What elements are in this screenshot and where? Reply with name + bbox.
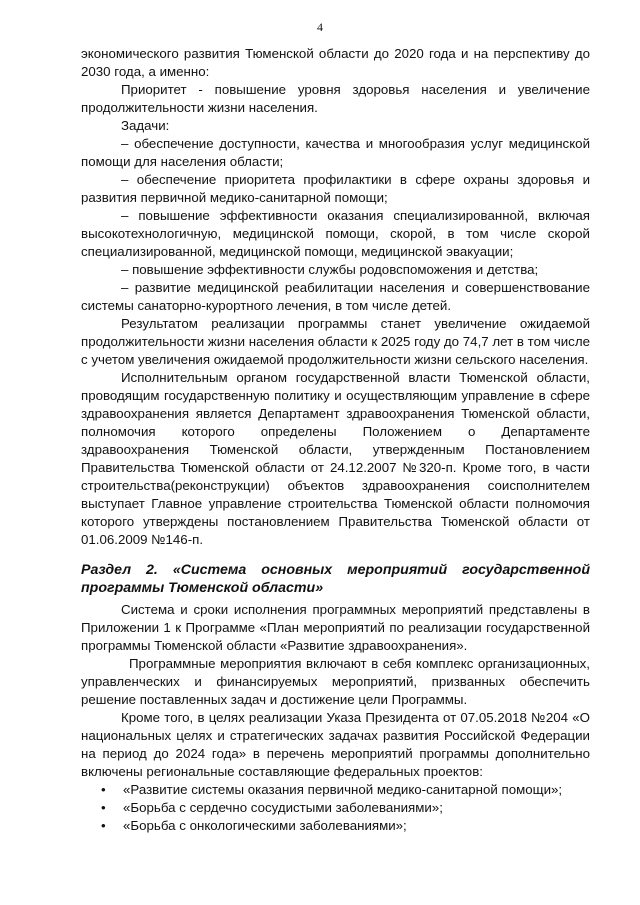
section-2-heading: Раздел 2. «Система основных мероприятий государственной программы Тюменской области» (81, 562, 590, 596)
task-item: – развитие медицинской реабилитации населения и совершенствование системы санаторно-курортного лечения, в том числе детей. (81, 280, 590, 313)
list-item-text: «Борьба с онкологическими заболеваниями»; (123, 818, 407, 833)
list-item-text: «Развитие системы оказания первичной медико-санитарной помощи»; (123, 782, 563, 797)
page-number: 4 (317, 20, 323, 34)
paragraph-measures: Программные мероприятия включают в себя комплекс организационных, управленческих и финансируемых мероприятий, призванных обеспечить решение поставленных задач и достижение цели Программы. (81, 656, 590, 707)
list-item-text: «Борьба с сердечно сосудистыми заболеваниями»; (123, 800, 443, 815)
list-item (81, 781, 590, 799)
federal-projects-list (81, 781, 590, 835)
paragraph-priority: Приоритет - повышение уровня здоровья населения и увеличение продолжительности жизни населения. (81, 82, 590, 115)
list-item (81, 817, 590, 835)
paragraph-result: Результатом реализации программы станет увеличение ожидаемой продолжительности жизни населения области к 2025 году до 74,7 лет в том числе с учетом увеличения ожидаемой продолжительности жизни сельского населения. (81, 316, 590, 367)
bullet-icon: • (101, 782, 106, 797)
list-item (81, 799, 590, 817)
paragraph-decree: Кроме того, в целях реализации Указа Президента от 07.05.2018 №204 «О национальных целях и стратегических задачах развития Российской Федерации на период до 2024 года» в перечень мероприятий программы дополнительно включены региональные составляющие федеральных проектов: (81, 710, 590, 779)
paragraph-intro: экономического развития Тюменской области до 2020 года и на перспективу до 2030 года, а именно: (81, 46, 590, 79)
paragraph-executor: Исполнительным органом государственной власти Тюменской области, проводящим государственную политику и осуществляющим управление в сфере здравоохранения является Департамент здравоохранения Тюменской области, полномочия которого определены Положением о Департаменте здравоохранения Тюменской области, утвержденным Постановлением Правительства Тюменской области от 24.12.2007 №320-п. Кроме того, в части строительства(реконструкции) объектов здравоохранения соисполнителем выступает Главное управление строительства Тюменской области полномочия которого утверждены постановлением Правительства Тюменской области от 01.06.2009 №146-п. (81, 370, 590, 547)
task-item: – обеспечение приоритета профилактики в сфере охраны здоровья и развития первичной медико-санитарной помощи; (81, 172, 590, 205)
task-item: – повышение эффективности оказания специализированной, включая высокотехнологичную, медицинской помощи, скорой, в том числе скорой специализированной, медицинской помощи, медицинской эвакуации; (81, 208, 590, 259)
bullet-icon: • (101, 800, 106, 815)
tasks-label: Задачи: (121, 118, 170, 133)
task-item: – обеспечение доступности, качества и многообразия услуг медицинской помощи для населения области; (81, 136, 590, 169)
paragraph-system: Система и сроки исполнения программных мероприятий представлены в Приложении 1 к Программе «План мероприятий по реализации государственной программы Тюменской области «Развитие здравоохранения». (81, 602, 590, 653)
bullet-icon: • (101, 818, 106, 833)
document-body (81, 45, 590, 835)
task-item: – повышение эффективности службы родовспоможения и детства; (121, 262, 539, 277)
